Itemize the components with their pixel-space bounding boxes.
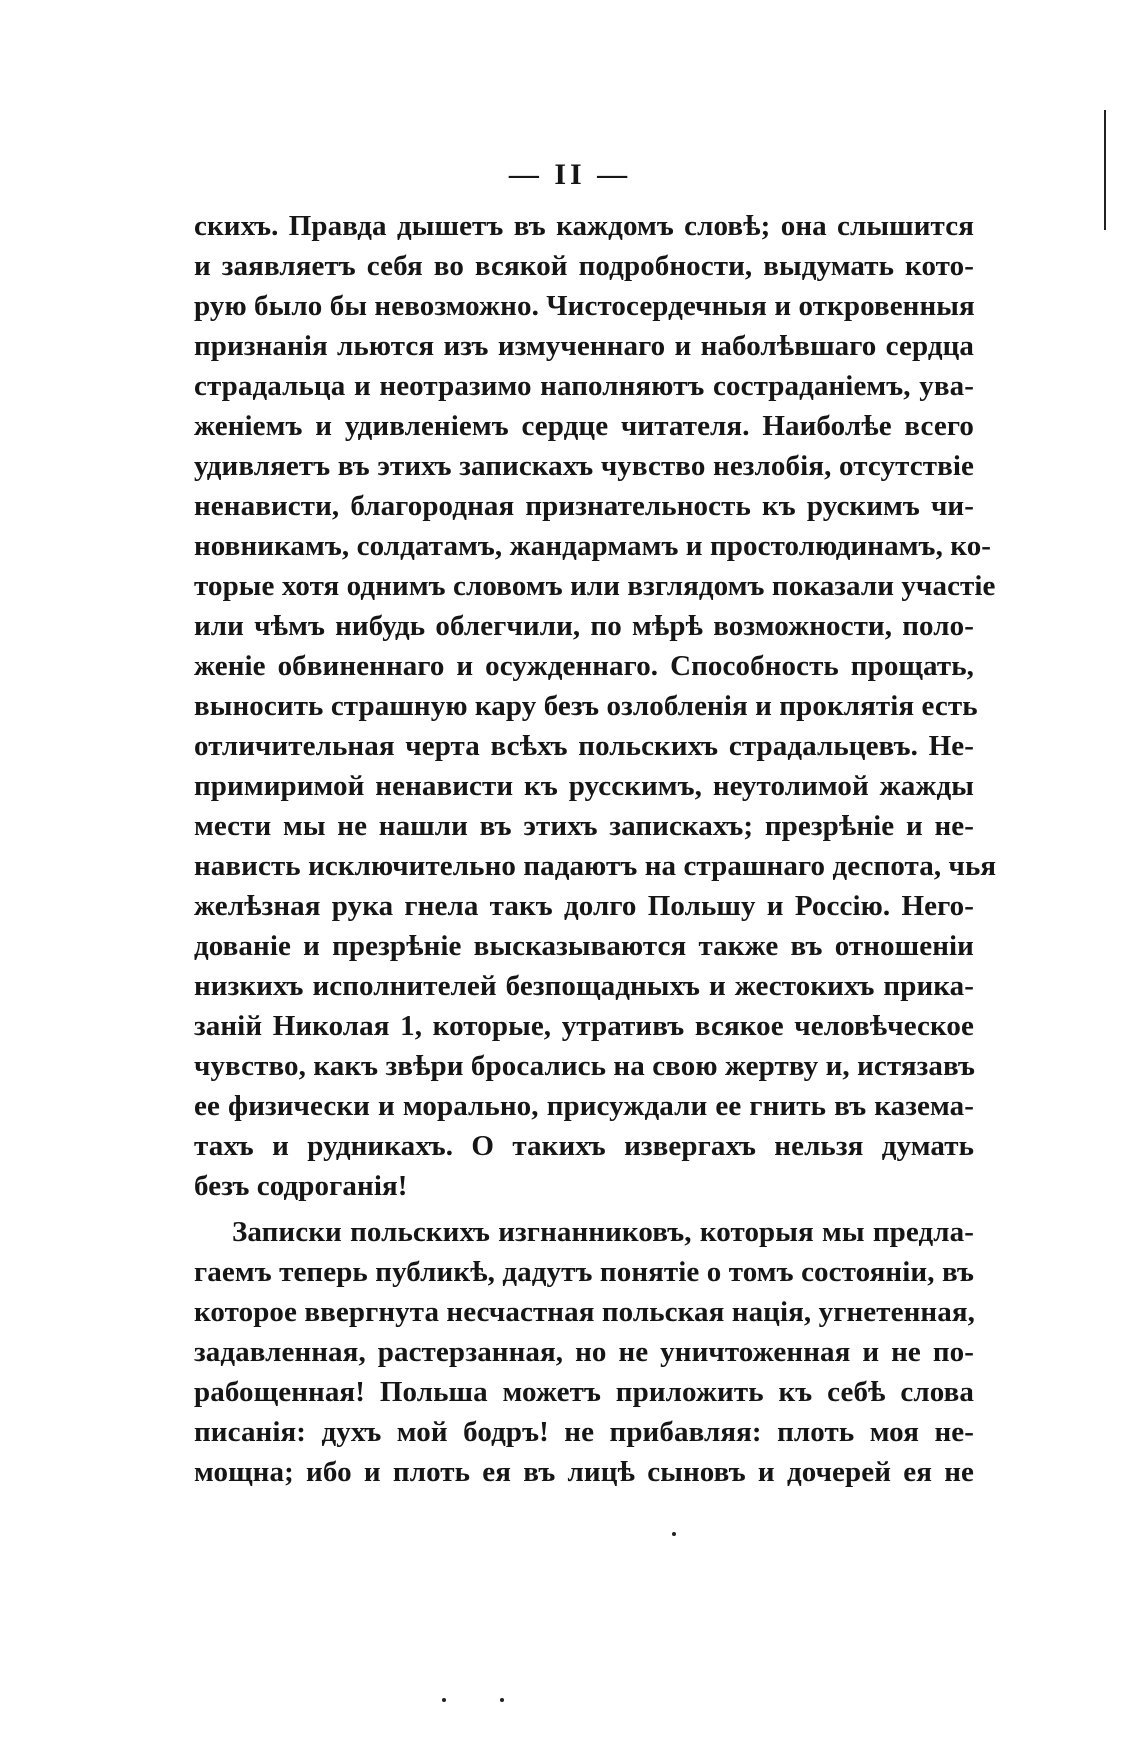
text-line: примиримой ненависти къ русскимъ, неутолимой жажды	[194, 770, 974, 802]
text-line: писанія: духъ мой бодръ! не прибавляя: плоть моя не-	[194, 1416, 974, 1448]
text-line: рабощенная! Польша можетъ приложить къ себѣ слова	[194, 1376, 974, 1408]
paragraph	[194, 1212, 974, 1492]
page-number: — II —	[508, 158, 632, 191]
text-line: задавленная, растерзанная, но не уничтоженная и не по-	[194, 1336, 974, 1368]
text-line: торые хотя однимъ словомъ или взглядомъ показали участіе	[194, 570, 996, 602]
text-line: гаемъ теперь публикѣ, дадутъ понятіе о томъ состояніи, въ	[194, 1256, 974, 1288]
text-line: тахъ и рудникахъ. О такихъ извергахъ нельзя думать	[194, 1130, 974, 1162]
text-line: нависть исключительно падаютъ на страшнаго деспота, чья	[194, 850, 997, 882]
text-line: чувство, какъ звѣри бросались на свою жертву и, истязавъ	[194, 1050, 976, 1082]
text-line: низкихъ исполнителей безпощадныхъ и жестокихъ прика-	[194, 970, 974, 1002]
ink-speck	[500, 1698, 504, 1702]
text-line: женіемъ и удивленіемъ сердце читателя. Наиболѣе всего	[194, 410, 974, 442]
ink-speck	[672, 1532, 676, 1536]
paragraph	[194, 206, 997, 1206]
text-line: которое ввергнута несчастная польская нація, угнетенная,	[194, 1296, 975, 1328]
text-line: ненависти, благородная признательность къ рускимъ чи-	[194, 490, 974, 522]
text-line: отличительная черта всѣхъ польскихъ страдальцевъ. Не-	[194, 730, 974, 762]
text-line: безъ содроганія!	[194, 1170, 408, 1202]
text-line: Записки польскихъ изгнанниковъ, которыя мы предла-	[232, 1216, 974, 1248]
text-line: выносить страшную кару безъ озлобленія и проклятія есть	[194, 690, 978, 722]
text-line: признанія льются изъ измученнаго и наболѣвшаго сердца	[194, 330, 974, 362]
text-line: мести мы не нашли въ этихъ запискахъ; презрѣніе и не-	[194, 810, 974, 842]
text-line: заній Николая 1, которые, утративъ всякое человѣческое	[194, 1010, 974, 1042]
text-line: мощна; ибо и плоть ея въ лицѣ сыновъ и дочерей ея не	[194, 1456, 974, 1488]
text-line: женіе обвиненнаго и осужденнаго. Способность прощать,	[194, 650, 974, 682]
text-line: страдальца и неотразимо наполняютъ состраданіемъ, ува-	[194, 370, 974, 402]
text-line: новникамъ, солдатамъ, жандармамъ и простолюдинамъ, ко-	[194, 530, 992, 562]
ink-speck	[442, 1698, 446, 1702]
text-line: удивляетъ въ этихъ запискахъ чувство незлобія, отсутствіе	[194, 450, 974, 482]
text-line: дованіе и презрѣніе высказываются также въ отношеніи	[194, 930, 974, 962]
text-line: и заявляетъ себя во всякой подробности, выдумать кото-	[194, 250, 974, 282]
text-line: рую было бы невозможно. Чистосердечныя и откровенныя	[194, 290, 975, 322]
text-line: желѣзная рука гнела такъ долго Польшу и Россію. Него-	[194, 890, 974, 922]
text-line: ее физически и морально, присуждали ее гнить въ казема-	[194, 1090, 974, 1122]
text-line: или чѣмъ нибудь облегчили, по мѣрѣ возможности, поло-	[194, 610, 974, 642]
body-text	[194, 206, 997, 1492]
text-line: скихъ. Правда дышетъ въ каждомъ словѣ; она слышится	[194, 210, 974, 242]
